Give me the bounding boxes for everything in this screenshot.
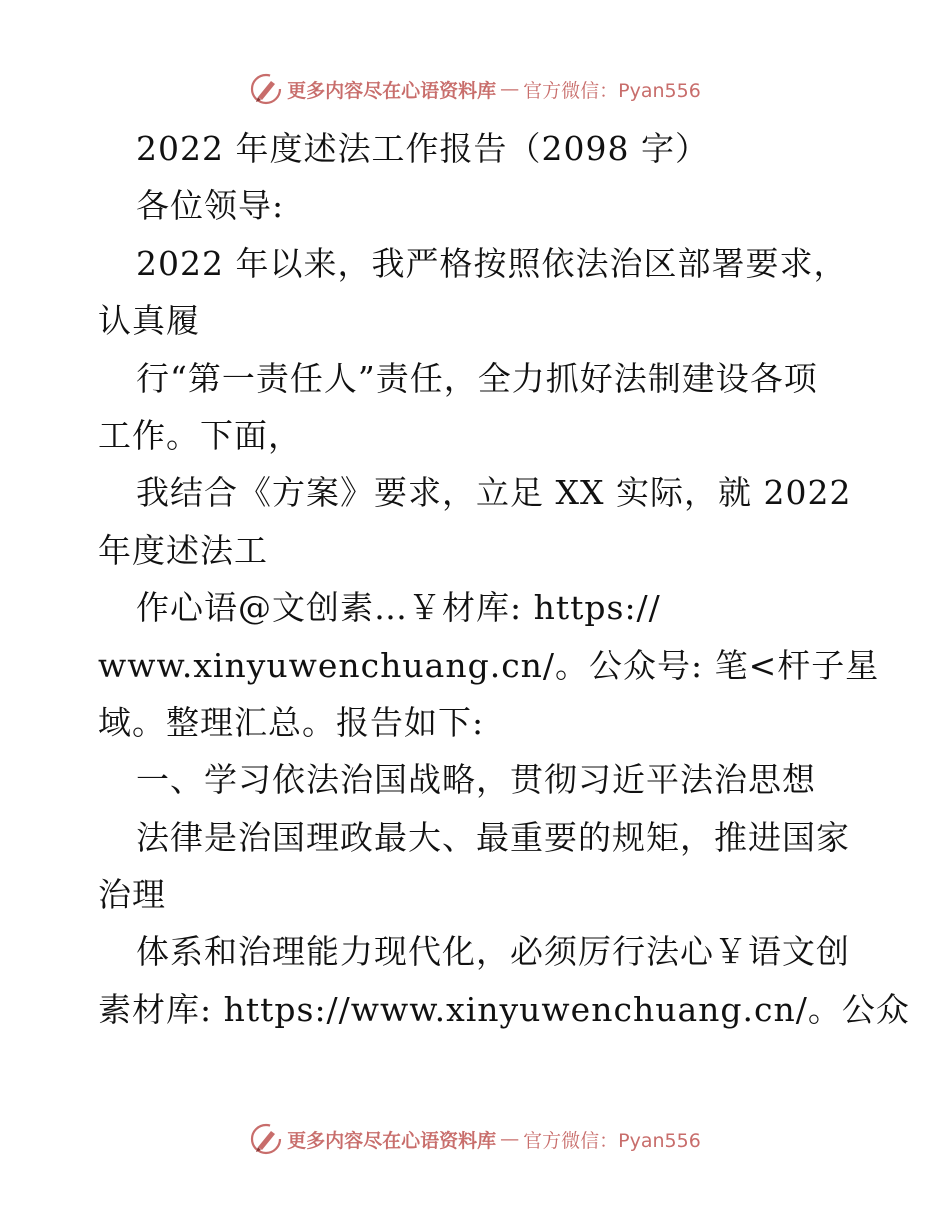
paragraph-line: 域。整理汇总。报告如下: [98, 702, 485, 742]
pen-logo-icon [249, 1122, 283, 1156]
banner-separator: — [500, 1128, 520, 1150]
banner-text: 更多内容尽在心语资料库 [287, 1129, 497, 1152]
paragraph-line: 工作。下面， [98, 415, 302, 455]
paragraph-line: 素材库: https://www.xinyuwenchuang.cn/。公众 [98, 989, 910, 1029]
paragraph-line: 认真履 [98, 301, 200, 341]
document-body [98, 120, 910, 1038]
banner-text: 更多内容尽在心语资料库 [287, 79, 497, 102]
section-heading: 一、学习依法治国战略，贯彻习近平法治思想 [136, 760, 816, 800]
banner-separator: — [500, 78, 520, 100]
salutation: 各位领导: [136, 186, 285, 226]
paragraph-line: 治理 [98, 875, 166, 915]
paragraph-line: 作心语@文创素…￥材库: https:// [136, 588, 661, 628]
pen-logo-icon [249, 72, 283, 106]
paragraph-line: 我结合《方案》要求，立足 XX 实际，就 2022 [136, 473, 852, 513]
footer-banner [0, 1122, 950, 1156]
paragraph-line: 2022 年以来，我严格按照依法治区部署要求， [136, 243, 848, 283]
paragraph-line: 年度述法工 [98, 530, 268, 570]
header-banner [0, 72, 950, 106]
paragraph-line: 法律是治国理政最大、最重要的规矩，推进国家 [136, 817, 850, 857]
paragraph-line: 行“第一责任人”责任，全力抓好法制建设各项 [136, 358, 818, 398]
banner-wechat: 官方微信：Pyan556 [523, 1129, 701, 1152]
paragraph-line: www.xinyuwenchuang.cn/。公众号: 笔<杆子星 [98, 645, 880, 685]
paragraph-line: 体系和治理能力现代化，必须厉行法心￥语文创 [136, 932, 850, 972]
doc-title: 2022 年度述法工作报告（2098 字） [136, 129, 709, 168]
banner-wechat: 官方微信：Pyan556 [523, 79, 701, 102]
